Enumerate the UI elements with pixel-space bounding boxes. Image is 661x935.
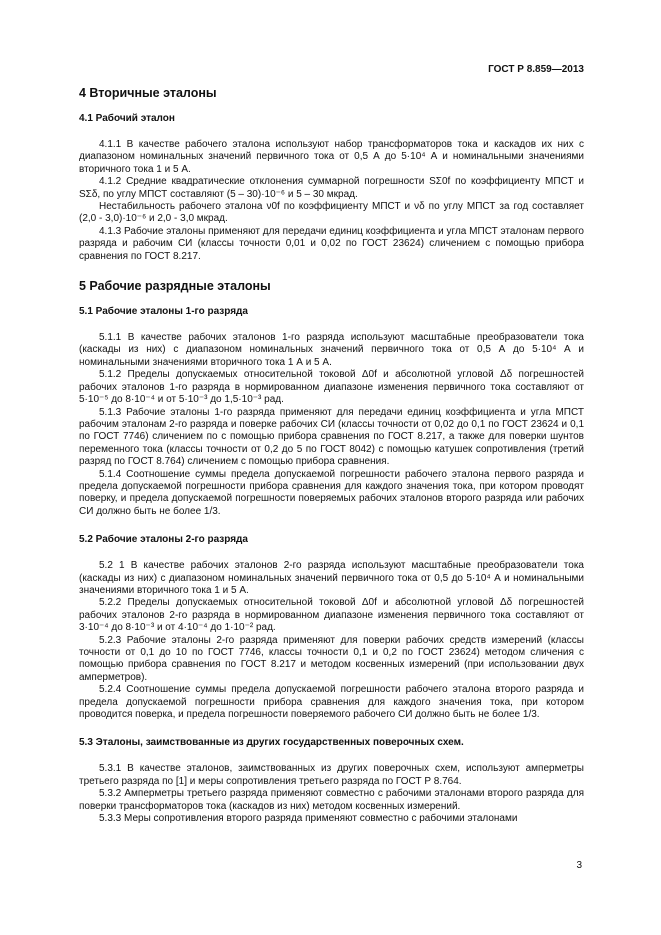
paragraph-5-2-3: 5.2.3 Рабочие эталоны 2-го разряда применяют для поверки рабочих средств измерений (классы точности от 0,1 до 10 по ГОСТ 7746, классы точности 0,1 и 0,2 по ГОСТ 23624) методом сличения с помощью прибора сравнения по ГОСТ 8.217 и методом косвенных измерений (при использовании двух амперметров). [79,634,584,683]
paragraph-4-1-2-instability: Нестабильность рабочего эталона ν0f по коэффициенту МПСТ и νδ по углу МПСТ за год составляет (2,0 - 3,0)·10⁻⁶ и 2,0 - 3,0 мкрад. [79,201,584,225]
page-number: 3 [576,860,582,871]
paragraph-5-2-4: 5.2.4 Соотношение суммы предела допускаемой погрешности рабочего эталона второго разряда и предела допускаемой погрешности прибора сравнения для каждого значения тока, при котором проводится поверка, и предела погрешности поверяемого рабочего СИ должно быть не более 1/3. [79,684,584,721]
paragraph-5-3-1: 5.3.1 В качестве эталонов, заимствованных из других поверочных схем, используют амперметры третьего разряда по [1] и меры сопротивления третьего разряда по ГОСТ Р 8.764. [79,763,584,787]
section-5-title: 5 Рабочие разрядные эталоны [79,279,271,294]
paragraph-5-2-2: 5.2.2 Пределы допускаемых относительной токовой Δ0f и абсолютной угловой Δδ погрешностей рабочих эталонов 2-го разряда в нормированном диапазоне изменения первичного тока составляют от 3·10⁻⁴ до 8·10⁻³ и от 4·10⁻⁴ до 1·10⁻² рад. [79,597,584,634]
paragraph-5-1-3: 5.1.3 Рабочие эталоны 1-го разряда применяют для передачи единиц коэффициента и угла МПСТ рабочим эталонам 2-го разряда и поверке рабочих СИ (классы точности от 0,02 до 0,1 по ГОСТ 23624 и 0,1 по ГОСТ 7746) сличением по с помощью прибора сравнения по ГОСТ 8.217, а также для поверки шунтов переменного тока (классы точности от 0,2 до 5 по ГОСТ 8042) с помощью катушек сопротивления (третий разряд по ГОСТ 8.764) сличением с помощью прибора сравнения. [79,406,584,468]
paragraph-5-3-3: 5.3.3 Меры сопротивления второго разряда применяют совместно с рабочими эталонами [99,813,518,825]
paragraph-4-1-1: 4.1.1 В качестве рабочего эталона используют набор трансформаторов тока и каскадов их них с диапазоном номинальных значений первичного тока от 0,5 А до 5·10⁴ А и номинальными значениями вторичного тока 1 и 5 А. [79,139,584,175]
page-content [79,86,584,825]
paragraph-5-2-1: 5.2 1 В качестве рабочих эталонов 2-го разряда используют масштабные преобразователи тока (каскады из них) с диапазоном номинальных значений первичного тока от 0,5 до 5·10⁴ А и номинальными значениями вторичного тока 1 и 5 А. [79,560,584,596]
paragraph-4-1-2: 4.1.2 Средние квадратические отклонения суммарной погрешности SΣ0f по коэффициенту МПСТ и SΣδ, по углу МПСТ составляют (5 – 30)·10⁻⁶ и 5 – 30 мкрад. [79,176,584,200]
paragraph-5-1-1: 5.1.1 В качестве рабочих эталонов 1-го разряда используют масштабные преобразователи тока (каскады из них) с диапазоном номинальных значений первичного тока от 0,5 А до 5·10⁴ А и номинальными значениями вторичного тока 1 А и 5 А. [79,332,584,368]
paragraph-5-3-2: 5.3.2 Амперметры третьего разряда применяют совместно с рабочими эталонами второго разряда для поверки трансформаторов тока (каскадов из них) методом косвенных измерений. [79,788,584,812]
section-5-3-title: 5.3 Эталоны, заимствованные из других государственных поверочных схем. [79,737,464,749]
section-4-1-title: 4.1 Рабочий эталон [79,113,175,124]
paragraph-5-1-2: 5.1.2 Пределы допускаемых относительной токовой Δ0f и абсолютной угловой Δδ погрешностей рабочих эталонов 1-го разряда в нормированном диапазоне изменения первичного тока составляют от 5·10⁻⁵ до 8·10⁻⁴ и от 5·10⁻³ до 1,5·10⁻³ рад. [79,369,584,406]
section-5-2-title: 5.2 Рабочие эталоны 2-го разряда [79,534,248,546]
section-4-title: 4 Вторичные эталоны [79,86,217,100]
standard-header: ГОСТ Р 8.859—2013 [488,64,584,75]
paragraph-4-1-3: 4.1.3 Рабочие эталоны применяют для передачи единиц коэффициента и угла МПСТ эталонам первого разряда и рабочим СИ (классы точности 0,01 и 0,02 по ГОСТ 23624) сличением с помощью прибора сравнения по ГОСТ 8.217. [79,225,584,262]
paragraph-5-1-4: 5.1.4 Соотношение суммы предела допускаемой погрешности рабочего эталона первого разряда и предела допускаемой погрешности прибора сравнения для каждого значения тока, при котором проводят поверку, и предела допускаемой погрешности поверяемых рабочих эталонов второго разряда или рабочих СИ должно быть не более 1/3. [79,468,584,517]
section-5-1-title: 5.1 Рабочие эталоны 1-го разряда [79,306,248,318]
